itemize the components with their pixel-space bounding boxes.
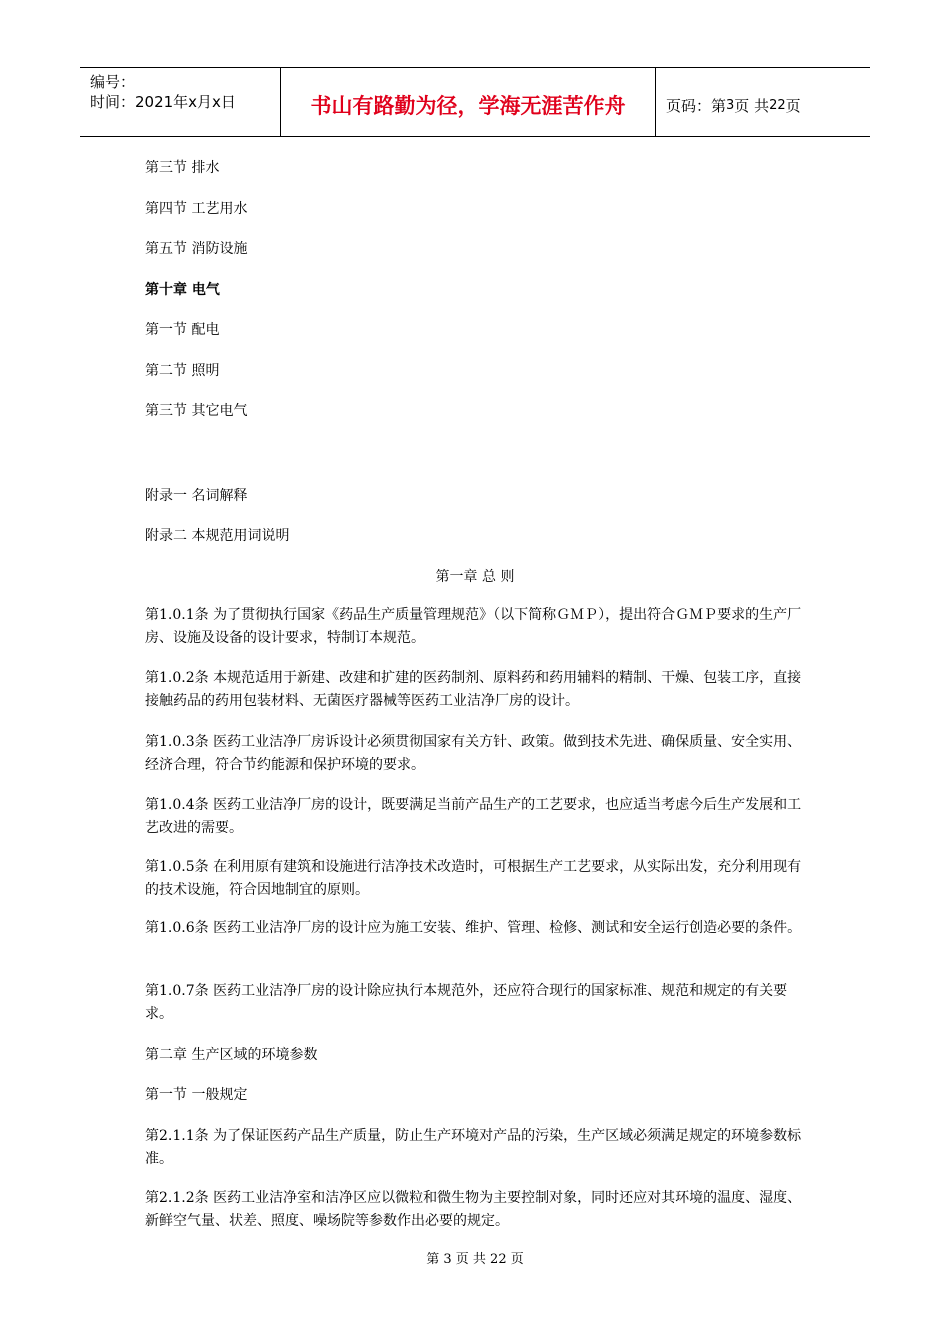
page-suffix: 页 — [785, 96, 801, 115]
toc-item: 第二节 照明 — [145, 363, 220, 379]
article-paragraph: 第1.0.2条 本规范适用于新建、改建和扩建的医药制剂、原料药和药用辅料的精制、干燥、包装工序，直接接触药品的药用包装材料、无菌医疗器械等医药工业洁净厂房的设计。 — [145, 670, 802, 709]
toc-item: 第四节 工艺用水 — [145, 201, 248, 217]
page-prefix: 页码：第 — [666, 96, 727, 115]
toc-chapter: 第十章 电气 — [145, 282, 220, 298]
toc-item: 第三节 其它电气 — [145, 403, 248, 419]
article-paragraph: 第2.1.1条 为了保证医药产品生产质量，防止生产环境对产品的污染，生产区域必须满足规定的环境参数标准。 — [145, 1128, 802, 1167]
page-total: 22 — [769, 97, 786, 113]
article-paragraph: 第1.0.3条 医药工业洁净厂房诉设计必须贯彻国家有关方针、政策。做到技术先进、确保质量、安全实用、经济合理，符合节约能源和保护环境的要求。 — [145, 734, 802, 773]
page-header — [80, 67, 870, 137]
header-motto: 书山有路勤为径，学海无涯苦作舟 — [310, 94, 626, 118]
document-time-label: 时间：2021年x月x日 — [90, 93, 236, 111]
chapter-title: 第一章 总 则 — [435, 569, 515, 585]
toc-appendix: 附录二 本规范用词说明 — [145, 528, 290, 544]
article-paragraph: 第1.0.5条 在利用原有建筑和设施进行洁净技术改造时，可根据生产工艺要求，从实际出发，充分利用现有的技术设施，符合因地制宜的原则。 — [145, 859, 802, 898]
article-paragraph: 第1.0.6条 医药工业洁净厂房的设计应为施工安装、维护、管理、检修、测试和安全运行创造必要的条件。 — [145, 920, 802, 936]
page-middle-text: 页 共 — [734, 96, 770, 115]
article-paragraph: 第1.0.1条 为了贯彻执行国家《药品生产质量管理规范》（以下简称ＧＭＰ），提出符合ＧＭＰ要求的生产厂房、设施及设备的设计要求，特制订本规范。 — [145, 607, 802, 646]
section-heading: 第一节 一般规定 — [145, 1087, 248, 1103]
toc-item: 第三节 排水 — [145, 160, 220, 176]
document-number-label: 编号： — [90, 73, 136, 91]
article-paragraph: 第1.0.4条 医药工业洁净厂房的设计，既要满足当前产品生产的工艺要求，也应适当考虑今后生产发展和工艺改进的需要。 — [145, 797, 802, 836]
section-heading: 第二章 生产区域的环境参数 — [145, 1047, 318, 1063]
toc-item: 第一节 配电 — [145, 322, 220, 338]
article-paragraph: 第1.0.7条 医药工业洁净厂房的设计除应执行本规范外，还应符合现行的国家标准、规范和规定的有关要求。 — [145, 983, 788, 1022]
page-number: 3 — [726, 97, 735, 113]
header-middle — [280, 68, 656, 136]
header-left — [80, 68, 280, 136]
page-footer: 第 3 页 共 22 页 — [426, 1252, 524, 1267]
toc-item: 第五节 消防设施 — [145, 241, 248, 257]
toc-appendix: 附录一 名词解释 — [145, 488, 248, 504]
header-page-info — [656, 68, 870, 136]
article-paragraph: 第2.1.2条 医药工业洁净室和洁净区应以微粒和微生物为主要控制对象，同时还应对其环境的温度、湿度、新鲜空气量、状差、照度、噪场院等参数作出必要的规定。 — [145, 1190, 802, 1229]
